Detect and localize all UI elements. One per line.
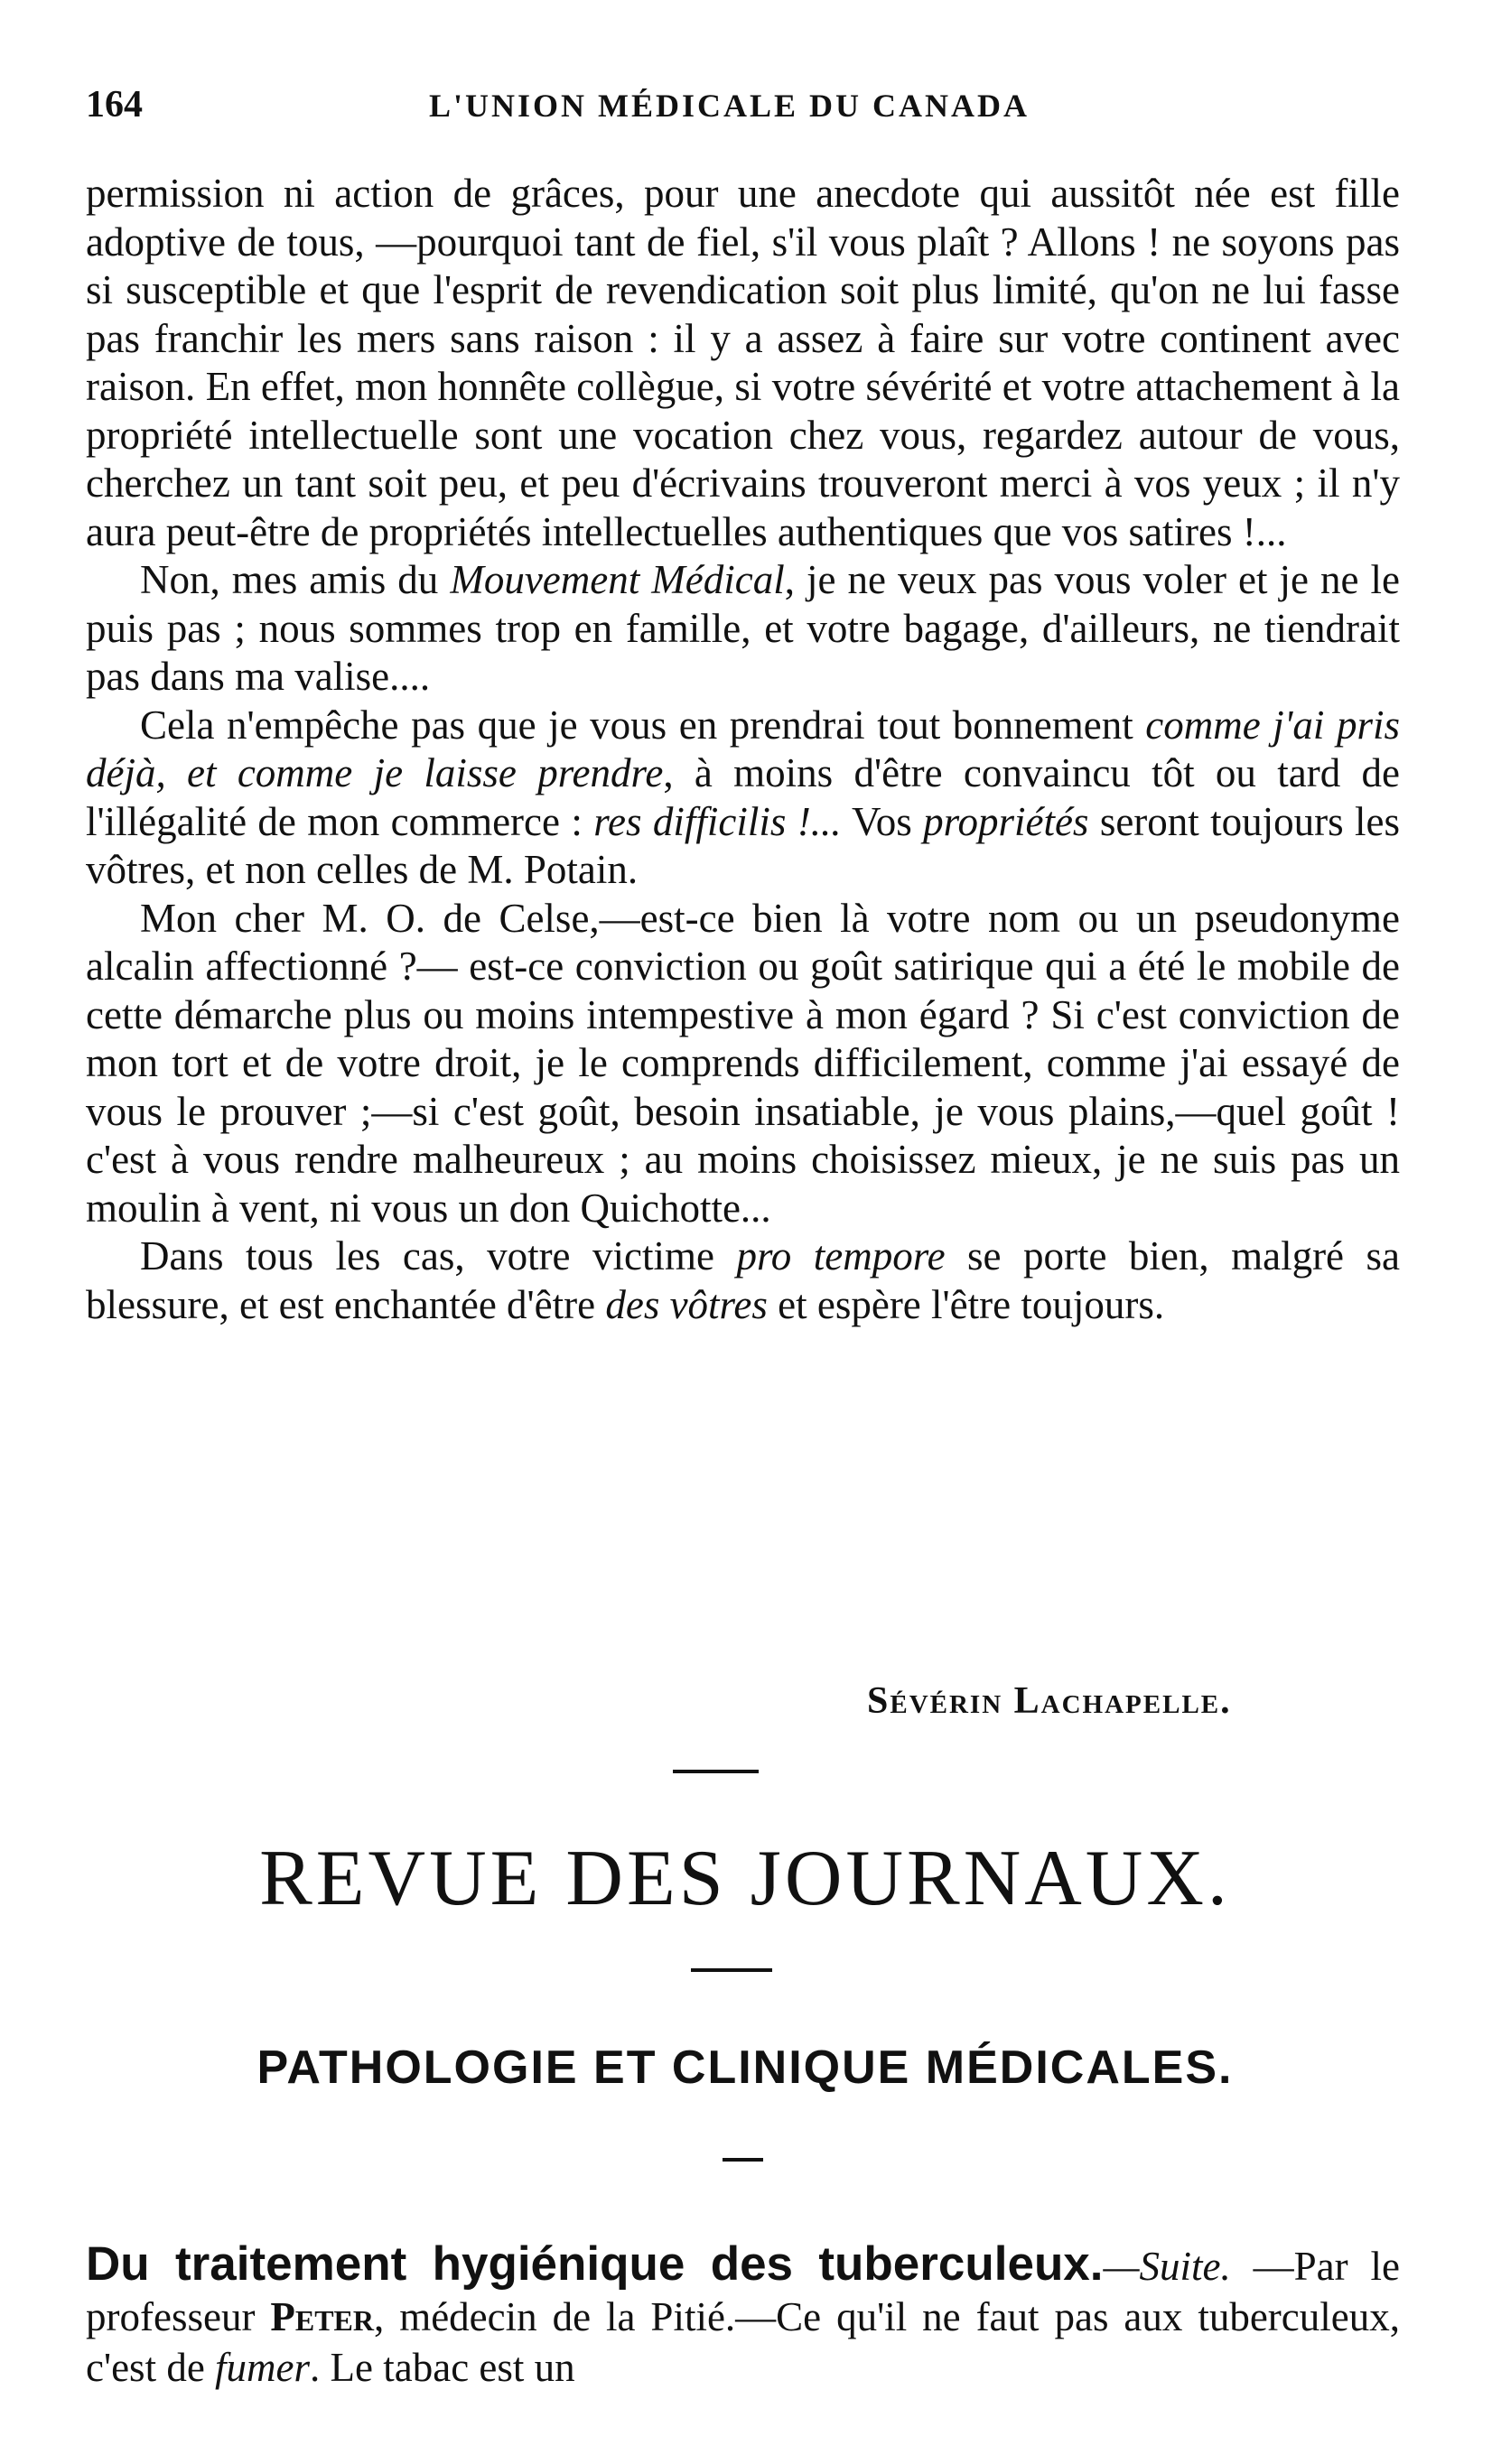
paragraph-3-d: res difficilis !... — [593, 798, 842, 844]
signature: Sévérin Lachapelle. — [867, 1680, 1232, 1722]
paragraph-1: permission ni action de grâces, pour une anecdote qui aussitôt née est fille adoptive de tous, —pourquoi tant de fiel, s'il vous plaît ? Allons ! ne soyons pas si susceptible et que l'esprit de revendication soit plus limité, qu'on ne lui fasse pas franchir les mers sans raison : il y a assez à faire sur votre continent avec raison. En effet, mon honnête collègue, si votre sévérité et votre attachement à la propriété intellectuelle sont une vocation chez vous, regardez autour de vous, cherchez un tant soit peu, et peu d'écrivains trouveront merci à vos yeux ; il n'y aura peut-être de propriétés intellectuelles authentiques que vos satires !... — [86, 171, 1400, 554]
paragraph-3 — [86, 702, 1400, 895]
paragraph-5-d: des vôtres — [605, 1281, 768, 1327]
article-line-a: —Par le professeur — [86, 2244, 1400, 2339]
article-suite: —Suite. — [1103, 2244, 1231, 2289]
paragraph-3-g: seront toujours les vôtres, et non celles de M. Potain. — [86, 798, 1400, 892]
article-fumer: fumer — [215, 2345, 311, 2390]
article-start — [86, 2239, 1400, 2393]
paragraph-4: Mon cher M. O. de Celse,—est-ce bien là votre nom ou un pseudonyme alcalin affectionné ?— est-ce conviction ou goût satirique qui a été le mobile de cette démarche plus ou moins intempestive à mon égard ? Si c'est conviction de mon tort et de votre droit, je le comprends difficilement, comme j'ai essayé de vous le prouver ;—si c'est goût, besoin insatiable, je vous plains,—quel goût ! c'est à vous rendre malheureux ; au moins choisissez mieux, je ne suis pas un moulin à vent, ni vous un don Quichotte... — [86, 895, 1400, 1231]
section-title: REVUE DES JOURNAUX. — [259, 1835, 1231, 1922]
divider-rule-3 — [723, 2158, 763, 2162]
paragraph-3-c: , à moins d'être convaincu tôt ou tard de l'illégalité de mon commerce : — [86, 750, 1400, 844]
paragraph-2-c: , je ne veux pas vous voler et je ne le puis pas ; nous sommes trop en famille, et votre bagage, d'ailleurs, ne tiendrait pas dans ma valise.... — [86, 557, 1401, 699]
paragraph-5 — [86, 1232, 1400, 1329]
paragraph-5-a: Dans tous les cas, votre victime — [140, 1233, 737, 1278]
subsection-title: PATHOLOGIE ET CLINIQUE MÉDICALES. — [256, 2041, 1234, 2094]
divider-rule-1 — [673, 1770, 759, 1773]
article-line-b: , médecin de la Pitié.—Ce qu'il ne faut pas aux tuberculeux, c'est de — [86, 2294, 1400, 2390]
paragraph-5-c: se porte bien, malgré sa blessure, et est enchantée d'être — [86, 1233, 1400, 1327]
paragraph-3-b: comme j'ai pris déjà, et comme je laisse prendre — [86, 702, 1400, 795]
article-author: Peter — [270, 2294, 375, 2339]
article-line-c: . Le tabac est un — [310, 2345, 575, 2390]
paragraph-2-a: Non, mes amis du — [140, 557, 451, 602]
article-title: Du traitement hygiénique des tuberculeux. — [86, 2237, 1104, 2291]
letter-body — [86, 170, 1400, 1329]
paragraph-5-b: pro tempore — [736, 1233, 946, 1278]
divider-rule-2 — [691, 1968, 772, 1972]
running-head: L'UNION MÉDICALE DU CANADA — [429, 88, 1030, 124]
journal-name: Mouvement Médical — [450, 557, 785, 602]
paragraph-3-a: Cela n'empêche pas que je vous en prendrai tout bonnement — [140, 702, 1146, 748]
paragraph-2 — [86, 556, 1400, 702]
paragraph-3-e: Vos — [841, 798, 924, 844]
page-number: 164 — [86, 84, 143, 126]
paragraph-5-e: et espère l'être toujours. — [767, 1281, 1165, 1327]
page-header — [86, 83, 1395, 137]
paragraph-3-f: propriétés — [923, 798, 1089, 844]
